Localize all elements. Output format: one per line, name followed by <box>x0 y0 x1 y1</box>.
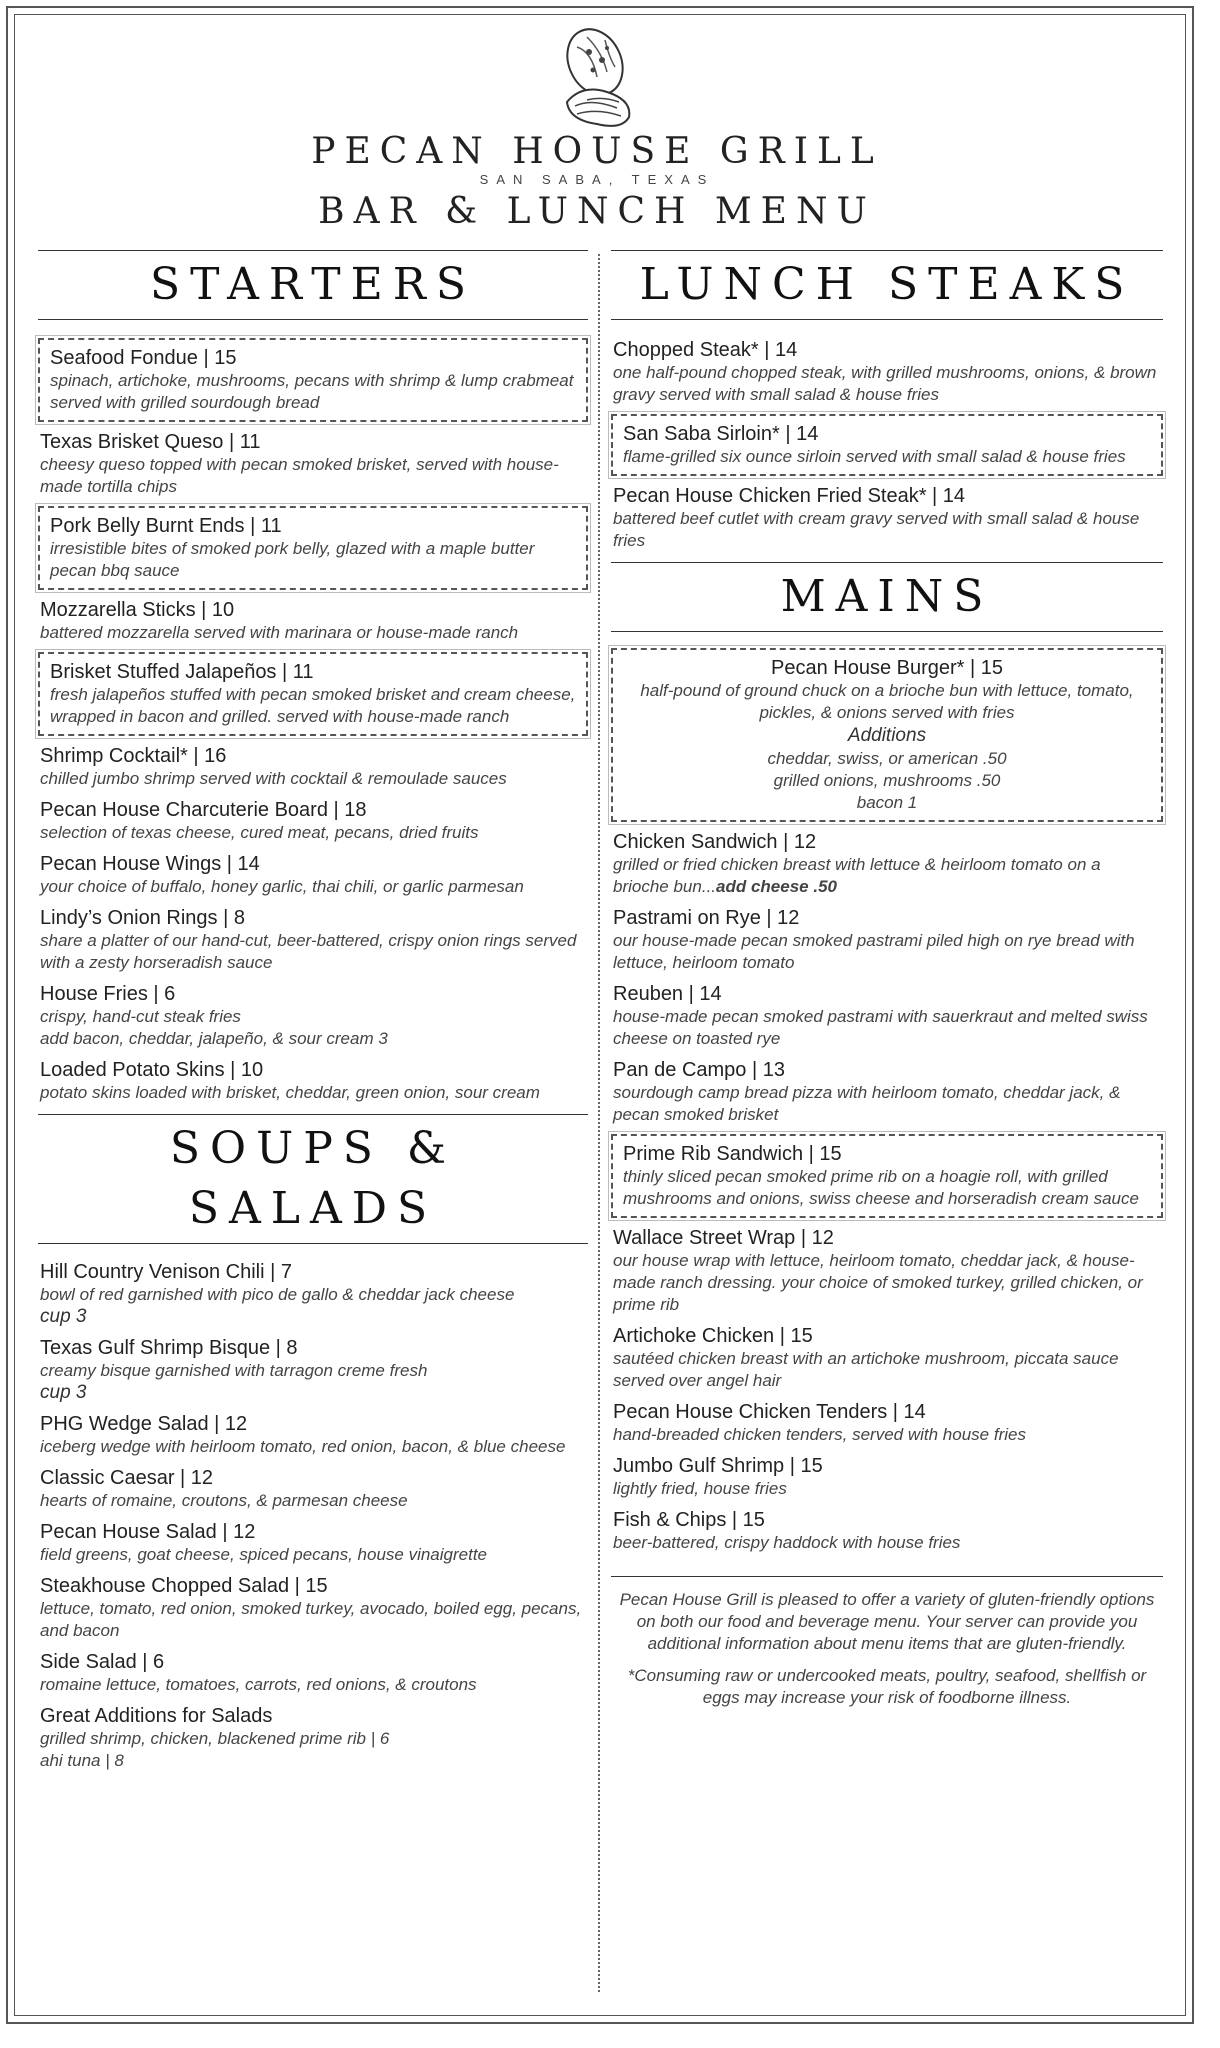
menu-item <box>38 794 588 848</box>
item-desc: battered mozzarella served with marinara or house-made ranch <box>40 623 519 642</box>
item-name: Wallace Street Wrap | 12 <box>613 1227 834 1249</box>
menu-item <box>38 338 588 422</box>
item-name: Prime Rib Sandwich | 15 <box>623 1143 842 1165</box>
menu-item <box>611 1134 1163 1218</box>
menu-item <box>611 1396 1163 1450</box>
addition-option: bacon 1 <box>856 793 918 812</box>
menu-header <box>0 22 1194 234</box>
item-desc-addon: ahi tuna | 8 <box>40 1751 124 1770</box>
menu-item <box>611 334 1163 410</box>
item-desc: grilled shrimp, chicken, blackened prime rib | 6 <box>40 1729 390 1748</box>
item-extra: cup 3 <box>40 1306 87 1327</box>
item-desc: thinly sliced pecan smoked prime rib on a hoagie roll, with grilled mushrooms and onions, swiss cheese and horseradish cream sauce <box>623 1167 1139 1208</box>
item-name: Jumbo Gulf Shrimp | 15 <box>613 1455 823 1477</box>
lunch-steaks-heading: LUNCH STEAKS <box>611 250 1163 320</box>
menu-item <box>611 902 1163 978</box>
item-name: Artichoke Chicken | 15 <box>613 1325 813 1347</box>
item-desc: iceberg wedge with heirloom tomato, red onion, bacon, & blue cheese <box>40 1437 566 1456</box>
item-name: Chicken Sandwich | 12 <box>613 831 817 853</box>
menu-title: BAR & LUNCH MENU <box>318 191 876 232</box>
menu-item <box>611 480 1163 556</box>
item-name: PHG Wedge Salad | 12 <box>40 1413 248 1435</box>
pecan-logo <box>547 22 647 130</box>
item-desc: half-pound of ground chuck on a brioche bun with lettuce, tomato, pickles, & onions served with fries <box>640 681 1134 722</box>
item-desc: our house wrap with lettuce, heirloom tomato, cheddar jack, & house-made ranch dressing. your choice of smoked turkey, grilled chicken, or prime rib <box>613 1251 1143 1314</box>
item-name: Pecan House Salad | 12 <box>40 1521 256 1543</box>
menu-item <box>38 426 588 502</box>
menu-item <box>38 1332 588 1408</box>
item-name: Pecan House Burger* | 15 <box>770 657 1003 679</box>
item-desc: potato skins loaded with brisket, cheddar, green onion, sour cream <box>40 1083 540 1102</box>
item-name: Texas Gulf Shrimp Bisque | 8 <box>40 1337 298 1359</box>
item-desc: your choice of buffalo, honey garlic, thai chili, or garlic parmesan <box>40 877 524 896</box>
item-desc: beer-battered, crispy haddock with house fries <box>613 1533 961 1552</box>
restaurant-name: PECAN HOUSE GRILL <box>311 131 883 172</box>
item-desc: house-made pecan smoked pastrami with sauerkraut and melted swiss cheese on toasted rye <box>613 1007 1148 1048</box>
starters-heading: STARTERS <box>38 250 588 320</box>
item-desc: irresistible bites of smoked pork belly, glazed with a maple butter pecan bbq sauce <box>50 539 535 580</box>
menu-item <box>611 978 1163 1054</box>
item-desc: lettuce, tomato, red onion, smoked turkey, avocado, boiled egg, pecans, and bacon <box>40 1599 582 1640</box>
menu-item <box>38 1408 588 1462</box>
item-desc: hearts of romaine, croutons, & parmesan cheese <box>40 1491 408 1510</box>
item-name: Side Salad | 6 <box>40 1651 165 1673</box>
menu-item <box>38 652 588 736</box>
menu-item <box>611 1054 1163 1130</box>
item-name: Hill Country Venison Chili | 7 <box>40 1261 292 1283</box>
item-name: Pastrami on Rye | 12 <box>613 907 800 929</box>
menu-item <box>38 1256 588 1332</box>
item-desc: sourdough camp bread pizza with heirloom tomato, cheddar jack, & pecan smoked brisket <box>613 1083 1121 1124</box>
menu-item <box>38 1570 588 1646</box>
item-name: Pecan House Wings | 14 <box>40 853 260 875</box>
item-name: Steakhouse Chopped Salad | 15 <box>40 1575 328 1597</box>
item-desc: cheesy queso topped with pecan smoked brisket, served with house-made tortilla chips <box>40 455 559 496</box>
item-name: Shrimp Cocktail* | 16 <box>40 745 227 767</box>
gluten-note: Pecan House Grill is pleased to offer a variety of gluten-friendly options on both our food and beverage menu. Your server can provide you additional information about menu items that are gluten-friendly. <box>619 1590 1155 1653</box>
restaurant-location: SAN SABA, TEXAS <box>479 172 715 187</box>
left-column <box>38 250 588 1776</box>
item-desc: lightly fried, house fries <box>613 1479 787 1498</box>
item-desc: creamy bisque garnished with tarragon creme fresh <box>40 1361 428 1380</box>
item-desc: hand-breaded chicken tenders, served with house fries <box>613 1425 1026 1444</box>
item-desc: field greens, goat cheese, spiced pecans, house vinaigrette <box>40 1545 488 1564</box>
menu-item <box>38 1054 588 1108</box>
item-desc: chilled jumbo shrimp served with cocktail & remoulade sauces <box>40 769 507 788</box>
item-desc: our house-made pecan smoked pastrami piled high on rye bread with lettuce, heirloom tomato <box>613 931 1135 972</box>
item-name: Lindy’s Onion Rings | 8 <box>40 907 245 929</box>
mains-heading: MAINS <box>611 562 1163 632</box>
item-name: Mozzarella Sticks | 10 <box>40 599 235 621</box>
addition-option: cheddar, swiss, or american .50 <box>767 749 1007 768</box>
item-name: Pecan House Chicken Fried Steak* | 14 <box>613 485 966 507</box>
item-desc: sautéed chicken breast with an artichoke mushroom, piccata sauce served over angel hair <box>613 1349 1119 1390</box>
additions-title: Additions <box>847 725 927 746</box>
menu-item <box>38 740 588 794</box>
item-desc: selection of texas cheese, cured meat, pecans, dried fruits <box>40 823 479 842</box>
menu-item <box>38 1516 588 1570</box>
item-desc: romaine lettuce, tomatoes, carrots, red onions, & croutons <box>40 1675 477 1694</box>
item-name: Seafood Fondue | 15 <box>50 347 237 369</box>
menu-item <box>38 1646 588 1700</box>
item-name: Brisket Stuffed Jalapeños | 11 <box>50 661 314 683</box>
menu-item <box>38 1462 588 1516</box>
item-name: Classic Caesar | 12 <box>40 1467 214 1489</box>
item-name: Chopped Steak* | 14 <box>613 339 798 361</box>
menu-item <box>611 1450 1163 1504</box>
item-name: Reuben | 14 <box>613 983 722 1005</box>
menu-item <box>611 1222 1163 1320</box>
burger-item <box>611 648 1163 822</box>
menu-item <box>611 1320 1163 1396</box>
item-extra: add cheese .50 <box>716 877 837 896</box>
menu-item <box>611 414 1163 476</box>
menu-item <box>38 1700 588 1776</box>
item-desc: one half-pound chopped steak, with grilled mushrooms, onions, & brown gravy served with small salad & house fries <box>613 363 1157 404</box>
item-desc-addon: add bacon, cheddar, jalapeño, & sour cream 3 <box>40 1029 388 1048</box>
menu-item <box>38 506 588 590</box>
menu-item <box>611 1504 1163 1558</box>
item-desc: flame-grilled six ounce sirloin served with small salad & house fries <box>623 447 1126 466</box>
right-column <box>611 250 1163 1719</box>
item-name: Fish & Chips | 15 <box>613 1509 765 1531</box>
item-name: Pork Belly Burnt Ends | 11 <box>50 515 282 537</box>
addition-option: grilled onions, mushrooms .50 <box>773 771 1001 790</box>
menu-item <box>611 826 1163 902</box>
item-name: San Saba Sirloin* | 14 <box>623 423 819 445</box>
raw-food-warning: *Consuming raw or undercooked meats, poultry, seafood, shellfish or eggs may increase your risk of foodborne illness. <box>627 1666 1147 1707</box>
item-desc: bowl of red garnished with pico de gallo & cheddar jack cheese <box>40 1285 515 1304</box>
item-desc: spinach, artichoke, mushrooms, pecans with shrimp & lump crabmeat served with grilled sourdough bread <box>50 371 574 412</box>
item-name: Pan de Campo | 13 <box>613 1059 785 1081</box>
item-name: Pecan House Chicken Tenders | 14 <box>613 1401 926 1423</box>
item-name: Loaded Potato Skins | 10 <box>40 1059 264 1081</box>
soups-heading: SOUPS & SALADS <box>38 1114 588 1244</box>
menu-item <box>38 902 588 978</box>
item-name: House Fries | 6 <box>40 983 176 1005</box>
footer-notes <box>611 1576 1163 1709</box>
item-desc <box>613 854 1161 898</box>
menu-item <box>38 978 588 1054</box>
item-name: Texas Brisket Queso | 11 <box>40 431 261 453</box>
item-name: Great Additions for Salads <box>40 1705 273 1727</box>
item-desc-text: grilled or fried chicken breast with lettuce & heirloom tomato on a brioche bun... <box>613 855 1101 896</box>
column-divider <box>598 254 600 1992</box>
item-extra: cup 3 <box>40 1382 87 1403</box>
item-desc: crispy, hand-cut steak fries <box>40 1007 241 1026</box>
item-desc: fresh jalapeños stuffed with pecan smoked brisket and cream cheese, wrapped in bacon and grilled. served with house-made ranch <box>50 685 576 726</box>
item-desc: share a platter of our hand-cut, beer-battered, crispy onion rings served with a zesty horseradish sauce <box>40 931 577 972</box>
item-name: Pecan House Charcuterie Board | 18 <box>40 799 367 821</box>
item-desc: battered beef cutlet with cream gravy served with small salad & house fries <box>613 509 1140 550</box>
menu-item <box>38 594 588 648</box>
menu-item <box>38 848 588 902</box>
